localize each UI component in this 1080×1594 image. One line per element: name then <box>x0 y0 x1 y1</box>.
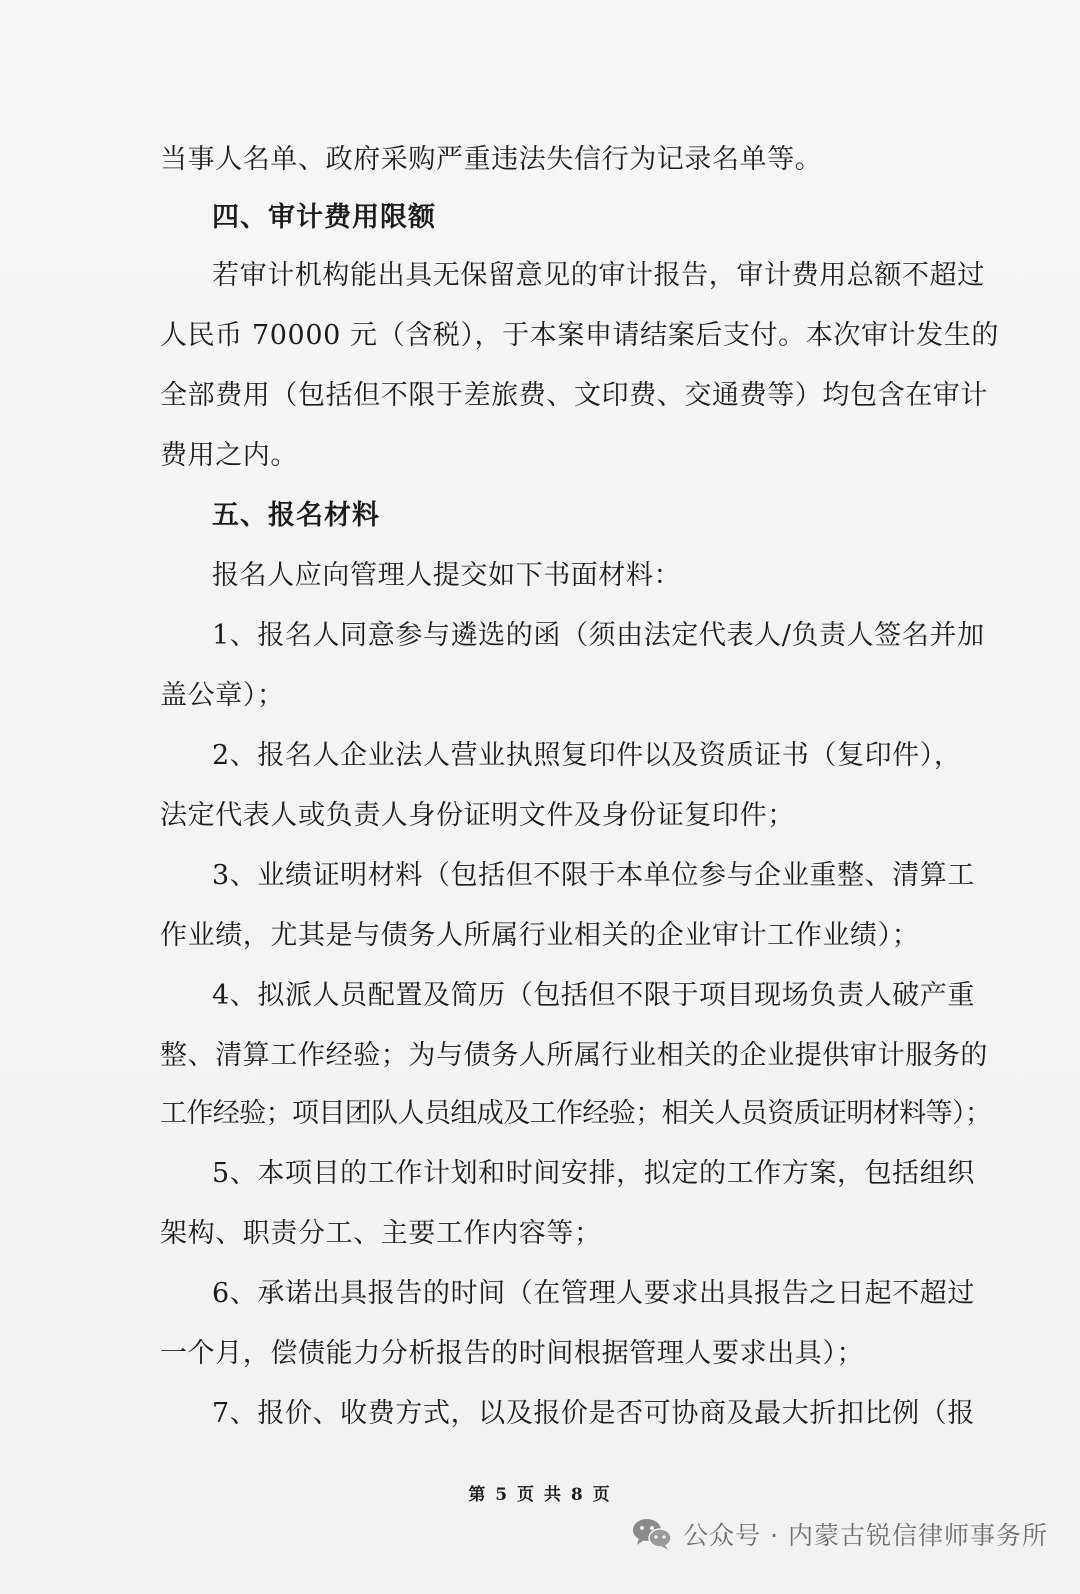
list-item-line: 2、报名人企业法人营业执照复印件以及资质证书（复印件）， <box>212 740 962 771</box>
list-item-line: 作业绩，尤其是与债务人所属行业相关的企业审计工作业绩）； <box>160 920 920 951</box>
watermark-text: 公众号 · 内蒙古锐信律师事务所 <box>683 1521 1048 1550</box>
page-number: 第 5 页 共 8 页 <box>468 1485 612 1505</box>
watermark <box>631 1514 1048 1554</box>
paragraph-line: 全部费用（包括但不限于差旅费、文印费、交通费等）均包含在审计 <box>160 380 988 411</box>
wechat-icon <box>631 1516 673 1552</box>
section-heading: 四、审计费用限额 <box>212 202 436 233</box>
section-heading: 五、报名材料 <box>212 500 380 531</box>
list-item-line: 5、本项目的工作计划和时间安排，拟定的工作方案，包括组织 <box>212 1158 975 1189</box>
paragraph-line: 当事人名单、政府采购严重违法失信行为记录名单等。 <box>160 144 823 175</box>
list-item-line: 一个月，偿债能力分析报告的时间根据管理人要求出具）； <box>160 1338 865 1369</box>
paragraph-line: 若审计机构能出具无保留意见的审计报告，审计费用总额不超过 <box>212 260 985 291</box>
paragraph-line: 报名人应向管理人提交如下书面材料： <box>212 560 682 591</box>
list-item-line: 整、清算工作经验；为与债务人所属行业相关的企业提供审计服务的 <box>160 1040 988 1071</box>
list-item-line: 3、业绩证明材料（包括但不限于本单位参与企业重整、清算工 <box>212 860 975 891</box>
list-item-line: 7、报价、收费方式，以及报价是否可协商及最大折扣比例（报 <box>212 1398 975 1429</box>
list-item-line: 法定代表人或负责人身份证明文件及身份证复印件； <box>160 800 795 831</box>
list-item-line: 6、承诺出具报告的时间（在管理人要求出具报告之日起不超过 <box>212 1278 975 1309</box>
list-item-line: 盖公章）； <box>160 680 285 711</box>
paragraph-line: 人民币 70000 元（含税），于本案申请结案后支付。本次审计发生的 <box>160 320 999 351</box>
list-item-line: 架构、职责分工、主要工作内容等； <box>160 1218 602 1249</box>
list-item-line: 工作经验；项目团队人员组成及工作经验；相关人员资质证明材料等）； <box>160 1098 992 1129</box>
paragraph-line: 费用之内。 <box>160 440 298 471</box>
list-item-line: 4、拟派人员配置及简历（包括但不限于项目现场负责人破产重 <box>212 980 975 1011</box>
list-item-line: 1、报名人同意参与遴选的函（须由法定代表人/负责人签名并加 <box>212 620 985 651</box>
